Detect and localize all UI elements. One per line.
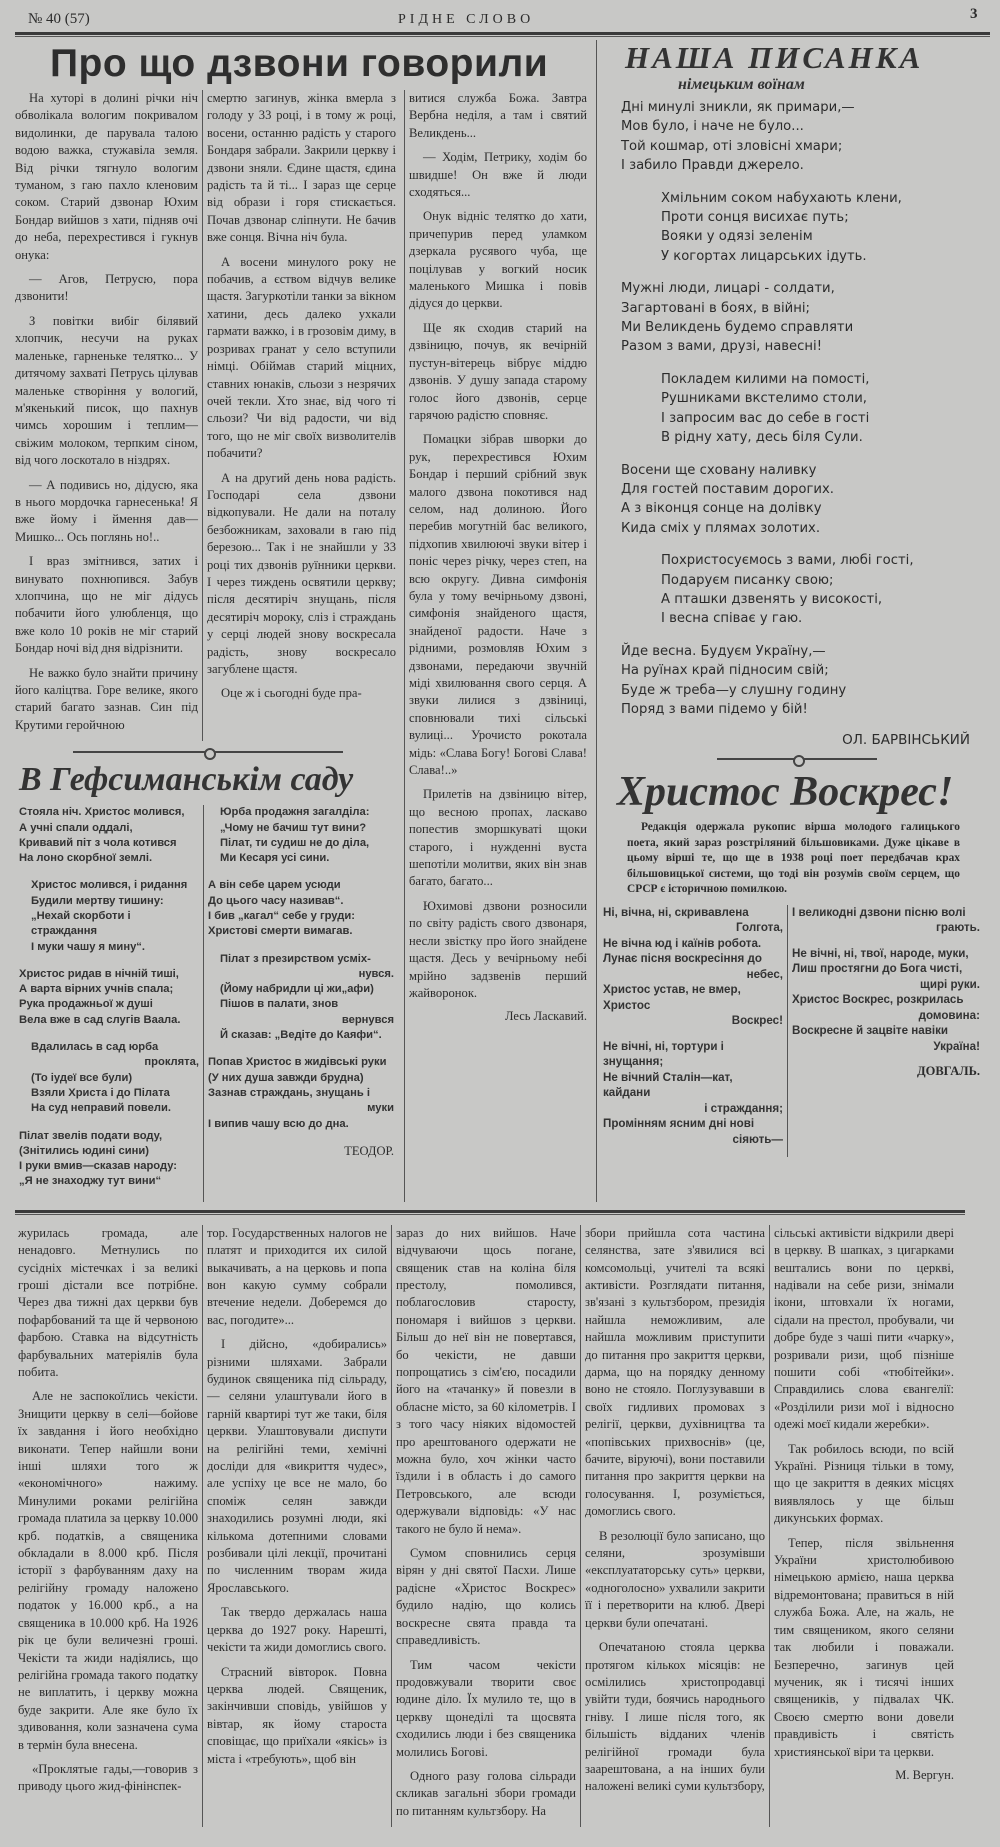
left-subarea <box>15 90 400 1202</box>
poem-line: Лунає пісня воскресіння до <box>603 952 762 966</box>
paragraph: Сумом сповнились серця вірян у дні святої Пасхи. Лише радісне «Христос Воскрес» будило надію, що колись воскресне свята правда та справедливість. <box>396 1546 576 1648</box>
poem-line: На лоно скорбної землі. <box>19 852 153 865</box>
poem-line: У когортах лицарських ідуть. <box>661 248 867 264</box>
column-divider <box>787 905 788 1158</box>
poem-line: „Чому не бачиш тут вини? <box>220 821 367 834</box>
paragraph: — Агов, Петрусю, пора дзвонити! <box>15 272 198 304</box>
stanza <box>19 878 199 954</box>
poem-line-continuation: і страждання; <box>704 1101 783 1115</box>
poem-gefsimania-column-1 <box>15 805 199 1202</box>
paragraph: збори прийшла сота частина селянства, зате з'явилися всі комсомольці, учителі та всякі активісти. Розглядати питання, зв'язані з культзбором, президія найшла неможливим, але найшла можливим приступити до питання про закриття церкви, дарма, що на порядку денному воно не стояло. Поглузувавши в своїх гидливих промовах з релігії, церкви, духівництва та «попівських прихвоснів» (це, бачите, віруючі), вони поставили питання про закриття церкви на голосування. І, розуміється, домоглись свого. <box>585 1225 765 1519</box>
article-column-3 <box>409 90 587 1002</box>
paragraph: Помацки зібрав шворки до рук, перехрестився Юхим Бондар і перший срібний звук малого дзвона покотився над селом, над долиною. Його перебив могутній бас великого, підхопив хвилюючі звуки вітер і поніс через річку, через степ, на всю округу. Дивна симфонія була у тому вечірньому дзвоні, симфонія знайденого щастя, знайденої радости. Наче з рідними, розмовляв Юхим з дзвонами, передаючи звучній міді хвилювання свого серця. А звуки лилися з дзвіниці, сповнювали тихі сільські вулиці... Урочисто рокотала мідь: «Слава Богу! Богові Слава! Слава!..» <box>409 432 587 778</box>
issue-number: № 40 (57) <box>28 11 90 27</box>
stanza <box>792 905 980 936</box>
paragraph: А восени минулого року не побачив, а єством відчув велике щастя. Загуркотіли танки за вікном хатини, десь далеко ухкали гармати важко, і в грозовім диму, в розривах гранат у село вступили німці. Обіймав старий міцних, ставних юнаків, сльози з незрячих очей текли. Хто знає, від чого ті сльози? Чи від радости, чи від того, що не міг своїх визволителів побачити? <box>207 254 396 461</box>
article-column-2 <box>207 90 396 710</box>
poem-line: Йде весна. Будуєм Україну,— <box>621 643 826 659</box>
article2-column-3 <box>396 1225 576 1827</box>
article-title: Про що дзвони говорили <box>50 42 549 85</box>
left-area <box>15 40 590 1202</box>
poem-line: Не вічні, ні, тортури і знущання; <box>603 1039 724 1069</box>
page-number: 3 <box>970 6 978 22</box>
poem-line: Пілат, ти судиш не до діла, <box>220 836 370 849</box>
stanza <box>19 967 199 1028</box>
poem-line: Ні, вічна, ні, скривавлена <box>603 905 749 919</box>
poem-line: І забило Правди джерело. <box>621 158 804 174</box>
paragraph: — Ходім, Петрику, ходім бо швидше! Он вже й люди сходяться... <box>409 150 587 200</box>
stanza <box>792 946 980 1055</box>
poem-line: Промінням ясним дні нові <box>603 1117 755 1131</box>
poem-line: Й сказав: „Ведіте до Каяфи“. <box>220 1029 382 1042</box>
intro-text: Редакція одержала рукопис вірша молодого галицького поета, який зараз розстріляний більшовиками. Дуже цікаве в цьому вірші те, що ще в 1938 році поет передбачав крах більшовицької системи, що тоді він розумів своїм серцем, що СРСР є історичною помилкою. <box>627 821 960 896</box>
poem-line: А пташки дзвенять у високості, <box>661 591 883 607</box>
stanza <box>19 805 199 866</box>
page-divider <box>596 40 597 1202</box>
poem-line: (То іудеї все були) <box>31 1071 133 1084</box>
poem-line: Похристосуємось з вами, любі гості, <box>661 553 914 569</box>
right-area <box>603 40 990 1202</box>
stanza <box>621 279 990 357</box>
poem-line: А з віконця сонце на долівку <box>621 501 822 517</box>
article2-column-5 <box>774 1225 954 1761</box>
poem-line: В рідну хату, десь біля Сули. <box>661 430 863 446</box>
stanza <box>621 642 990 720</box>
poem-line: І запросим вас до себе в гості <box>661 410 870 426</box>
left-columns <box>15 90 590 1202</box>
stanza <box>208 952 394 1044</box>
paragraph: Тим часом чекісти продовжували творити своє юдине діло. Їх мулило те, що в церкву щонеділі та щосвята сходились люди і без священика молились Богові. <box>396 1657 576 1759</box>
poem-line-continuation: сіяють— <box>732 1132 783 1146</box>
stanza <box>621 461 990 539</box>
stanza <box>19 1129 199 1190</box>
poem-line-continuation: проклята, <box>144 1056 199 1069</box>
poem-voskres-column-2-wrap <box>792 905 990 1080</box>
poem-line-continuation: вернувся <box>341 1013 394 1026</box>
poem-line: Пілат звелів подати воду, <box>19 1129 163 1142</box>
page-header <box>15 0 990 40</box>
stanza <box>621 370 990 448</box>
column-divider <box>202 90 203 741</box>
paragraph: — А подивись но, дідусю, яка в нього мордочка гарнесенька! Я вже йому і ймення дав— Мишко... Ось поглянь но!.. <box>15 477 198 544</box>
poem-line: Пілат з презирством усміх- <box>220 952 371 965</box>
poem-line: Подаруєм писанку свою; <box>661 572 834 588</box>
poem-line: Не вічний Сталін—кат, кайдани <box>603 1070 733 1100</box>
stanza <box>208 805 394 866</box>
paragraph: В резолюції було записано, що селяни, зрозумівши «експлуататорську суть» церкви, «одноголосно» ухвалили закрити її і перетворити на клюб. Двері церкви були опечатані. <box>585 1528 765 1630</box>
section-rule <box>15 1210 965 1215</box>
poem-line: Вояки у одязі зеленім <box>661 229 813 245</box>
article2-column-4 <box>585 1225 765 1803</box>
poem-line-continuation: нувся. <box>358 967 394 980</box>
poem-line: Попав Христос в жидівські руки <box>208 1056 387 1069</box>
poem-line-continuation: Воскрес! <box>731 1014 783 1028</box>
stanza <box>621 98 990 176</box>
paragraph: Страсний вівторок. Повна церква людей. Священик, закінчивши сповідь, увійшов у вівтар, як йому староста сповіщає, що приїхали «якісь» із міста і «требують», щоб він <box>207 1664 387 1766</box>
stanza <box>19 1040 199 1116</box>
poem-line: Христові смерти вимагав. <box>208 925 353 938</box>
poem-line: Буде ж треба—у слушну годину <box>621 682 847 698</box>
column-divider <box>391 1225 392 1827</box>
paragraph: витися служба Божа. Завтра Вербна неділя, а там і святий Великдень... <box>409 91 587 140</box>
poem-line: Будили мертву тишину: <box>31 894 164 907</box>
paragraph: Не важко було знайти причину його каліцтва. Горе велике, якого старий багато зазнав. Син під Крутими геройчною <box>15 665 198 732</box>
poem-line: Стояла ніч. Христос молився, <box>19 806 185 819</box>
paragraph: На хуторі в долині річки ніч обволікала вологим покривалом видолинки, де парувала талою водою важка, стужавіла земля. Від річки тягнуло вологим туманом, з гаю пахло кленовим соком. Старий дзвонар Юхим Бондар вийшов з хати, підняв очі до неба, перехрестився і гукнув онука: <box>15 91 198 262</box>
poem-line: На суд неправий повели. <box>31 1102 171 1115</box>
paragraph: І дійсно, «добирались» різними шляхами. Забрали будинок священика під сільраду,— селяни улаштували його в гарній квартирі тут же таки, біля церкви. Улаштовували диспути на релігійні теми, хемічні досліди для «викриття чудес», але успіху це все не мало, бо споміж селян завжди знаходились розумні люди, які кількома дотепними словами розбивали цілі лекції, прочитані по численним творам жида Ярославського. <box>207 1337 387 1595</box>
poem-line: І весна співає у гаю. <box>661 611 803 627</box>
poem-line: Кида сміх у плямах золотих. <box>621 520 821 536</box>
poem-title: В Гефсиманськім саду <box>19 761 354 799</box>
paragraph: сільські активісти відкрили двері в церкву. В шапках, з цигарками вештались вони по церкві, надівали на себе ризи, знімали ікони, штовхали їх ногами, сідали на престол, пробували, чи добре буде з чаші пити «чарку», розривали ризи, щоб пізніше пошити собі «тюбітейки». Справдились слова євангелії: «Розділили ризи мої і відносно одежі моєї кидали жеребки». <box>774 1225 954 1432</box>
paragraph: тор. Государственных налогов не платят и приходится их силой выкачивать, а на церковь и попа вон какую сумму собрали втечение недели. Доберемся до вас, погодите»... <box>207 1225 387 1327</box>
paragraph: зараз до них вийшов. Наче відчуваючи щось погане, священик став на коліна біля престолу, помолився, поблагословив старосту, пономаря і вийшов з церкви. Більш до неї він не повертався, бо чекісти, не давши попрощатись з сім'єю, посадили його на «тачанку» й повезли в обласне місто, за 60 кілометрів. І з того часу ніяких відомостей про арештованого одержати не можна було, хоч жінки часто їздили і в область і до самого Петровського, але всюди одержували відповідь: «У нас такого не було й нема». <box>396 1225 576 1536</box>
poem-voskres-column-2 <box>792 905 980 1055</box>
newspaper-name: РІДНЕ СЛОВО <box>398 12 535 27</box>
stanza <box>208 878 394 939</box>
paragraph: А на другий день нова радість. Господарі села дзвони відкопували. Не дали на поталу безбожникам, заховали в гаю під березою... Так і не знайшли у 33 році тих дзвонів руїнники церкви. І через тиждень освятили церкву; після десятиріч знущань, після десятиріч мороку, сліз і страждань у серці людей знову воскресала радість, знову воскресало загублене щастя. <box>207 470 396 676</box>
poem-line: Христос ридав в нічній тиші, <box>19 967 179 980</box>
stanza <box>621 551 990 629</box>
poem-line: Рука продажньої ж душі <box>19 998 153 1011</box>
poem-line: Мов було, і наче не було... <box>621 119 804 135</box>
poem-line: А учні спали оддалі, <box>19 821 133 834</box>
poem-gefsimania-column-2 <box>208 805 394 1132</box>
paragraph: Тепер, після звільнення України христолюбивою німецькою армією, наша церква відремонтована; правиться в ній служба Божа. Але, на жаль, не тим священиком, якого селяни так любили і поважали. Безперечно, загинув цей мученик, як і тисячі інших священиків, у підвалах ЧК. Своєю смертю вони довели правдивість і святість християнської віри та церкви. <box>774 1535 954 1759</box>
poem-line: Зазнав страждань, знущань і <box>208 1086 370 1099</box>
paragraph: Прилетів на дзвіницю вітер, що весною пропах, ласкаво попестив зморшкуваті щоки старого, і нужденні вуста шепотіли молитви, яких він знав багато, багато... <box>409 787 587 889</box>
paragraph: Так твердо держалась наша церква до 1927 року. Нарешті, чекісти та жиди домоглись свого. <box>207 1605 387 1655</box>
ornament-divider <box>717 758 877 760</box>
poem-line: Мужні люди, лицарі - солдати, <box>621 281 835 297</box>
poem-line: Христос молився, і ридання <box>31 879 188 892</box>
poem-line: А варта вірних учнів спала; <box>19 983 174 996</box>
poem-title: Христос Воскрес! <box>617 769 954 816</box>
column-divider <box>580 1225 581 1827</box>
poem-line: Поряд з вами підемо у бій! <box>621 701 808 717</box>
poem-author: ОЛ. БАРВІНСЬКИЙ <box>842 732 970 749</box>
poem-line-continuation: грають. <box>936 921 980 935</box>
poem-line: „Я не знаходжу тут вини“ <box>19 1175 162 1188</box>
article2-column-1 <box>18 1225 198 1803</box>
paragraph: З повітки вибіг білявий хлопчик, несучи на руках маленьке, гарненьке телятко... У дитячому захваті Петрусь цілував маленьке створіння у вологий, м'якенький писок, що пахнув чимсь хорошим і теплим—свіжим молоком, терпким сіном, від чого лоскотало в ніздрях. <box>15 313 198 468</box>
paragraph: Онук відніс телятко до хати, причепурив перед уламком дзеркала русявого чуба, ще поцілував у вогкий носик маленького Мишка і повів дідуся до церкви. <box>409 209 587 311</box>
poem-line: До цього часу називав“. <box>208 894 344 907</box>
paragraph: Але не заспокоїлись чекісти. Знищити церкву в селі—бойове їх завдання і його необхідно виконати. Тепер найшли вони інші шляхи того ж «економічного» нажиму. Минулими роками релігійна громада платила за церкву 10.000 крб. податків, а священика обкладали в 8.000 крб. Після історії з фарбуванням даху на релігійну громаду наложено податок у 16.000 крб., а на священика в 10.000 крб. На 1926 рік це були величезні гроші. Чекісти та жиди надіялись, що релігійна громада такого податку не виплатить, і церкву можна буде закрити. Але яке було їх здивовання, коли зазначена сума в термін була внесена. <box>18 1389 198 1752</box>
article-author: М. Вергун. <box>895 1767 954 1782</box>
poem-line: Воскресне й зацвіте навіки <box>792 1024 949 1038</box>
paragraph: І враз змітнився, затих і винувато похнюпився. Забув хлопчина, що не міг дідусь побачити його улюбленця, що вже коло 10 років не міг старий Бондар ночі від дня відрізнити. <box>15 554 198 656</box>
poem-intro <box>627 820 960 898</box>
article-author: Лесь Ласкавий. <box>504 1009 587 1024</box>
ornament-divider <box>73 751 343 753</box>
poem-author: ДОВГАЛЬ. <box>917 1064 980 1079</box>
poem-line: Юрба продажня загалділа: <box>220 806 370 819</box>
poem-line: Для гостей поставим дорогих. <box>621 481 834 497</box>
paragraph: Опечатаною стояла церква протягом кількох місяців: не осмілились христопродавці увійти туди, боячись народнього гніву. І лише після того, як більшість відданих членів релігійної громади була заарештована, а на інших були наложені великі суми культзбору, <box>585 1640 765 1794</box>
poem-line: Лиш простягни до Бога чисті, <box>792 962 963 976</box>
poem-line: Христос устав, не вмер, Христос <box>603 983 741 1012</box>
poem-line-continuation: муки <box>367 1102 394 1115</box>
poem-line: Не вічна юд і каїнів робота. <box>603 936 762 950</box>
article-column-3-wrap <box>409 90 587 1024</box>
column-divider <box>202 1225 203 1827</box>
poem-gefsimania <box>15 805 400 1202</box>
poem-line: (У них душа завжди брудна) <box>208 1071 364 1084</box>
poem-line: „Нехай скорботи і страждання <box>31 910 131 938</box>
poem-voskres-column-1 <box>603 905 783 1158</box>
column-divider <box>404 90 405 1202</box>
stanza <box>621 189 990 267</box>
poem-author: ТЕОДОР. <box>344 1143 394 1158</box>
poem-line: Дні минулі зникли, як примари,— <box>621 100 855 115</box>
poem-line-continuation: щирі руки. <box>920 977 980 991</box>
poem-line: І руки вмив—сказав народу: <box>19 1160 177 1173</box>
poem-line: А він себе царем усюди <box>208 879 341 892</box>
poem-pysanka <box>603 98 990 719</box>
stanza <box>208 1055 394 1131</box>
poem-line: Ми Кесаря усі сини. <box>220 852 330 865</box>
poem-line: І муки чашу я мину“. <box>31 940 145 953</box>
poem-line: Проти сонця висихає путь; <box>661 210 849 226</box>
poem-line: (Знітились юдині сини) <box>19 1144 149 1157</box>
paragraph: «Проклятые гады,—говорив з приводу цього жид-фінінспек- <box>18 1761 198 1794</box>
poem-line: Кривавий піт з чола котився <box>19 836 177 849</box>
article-columns-1-2 <box>15 90 400 741</box>
top-section <box>15 40 990 1202</box>
article2-column-5-wrap <box>774 1225 954 1783</box>
poem-line: На руїнах край підносим свій; <box>621 663 829 679</box>
poem-line-continuation: Голгота, <box>736 921 783 935</box>
stanza <box>603 905 783 1029</box>
paragraph: Ще як сходив старий на дзвіницю, почув, як вечірній пустун-вітерець вібрує міддю дзвонів. У душу запада старому голос його дзвонів, серце гарячою радістю сповняє. <box>409 320 587 422</box>
poem-voskres <box>603 905 990 1158</box>
article-column-1 <box>15 90 198 741</box>
poem-line: Вдалилась в сад юрба <box>31 1041 159 1054</box>
poem-line: Рушниками вкстелимо столи, <box>661 391 867 407</box>
poem-line: Покладем килими на помості, <box>661 371 870 387</box>
paragraph: Оце ж і сьогодні буде пра- <box>221 686 362 701</box>
paragraph: Одного разу голова сільради скликав загальні збори громади по питанням культзбору. На <box>396 1768 576 1818</box>
poem-line-continuation: небес, <box>746 967 783 981</box>
paragraph: смертю загинув, жінка вмерла з голоду у 33 році, і в тому ж році, восени, останню радість у старого Бондаря забрали. Закрили церкву і дзвони зняли. Єдине щастя, єдина радість та й ті... І зараз ще серце від образи і горя стискається. Почав дзвонар сліпнути. Не бачив вже сонця. Вічна ніч була. <box>207 91 396 245</box>
poem-line: Вела вже в сад слугів Ваала. <box>19 1013 181 1026</box>
poem-line: Загартовані в боях, в війні; <box>621 300 810 316</box>
paragraph: журилась громада, але ненадовго. Метнулись по сусідніх містечках і за великі гроші дістали все потрібне. Через два тижні дах церкви був пофарбований та ще й червоною фарбою. Ставка на відсутність фарбувальних матеріялів була побита. <box>18 1225 198 1379</box>
column-divider <box>203 805 204 1202</box>
poem-line: Ми Великдень будемо справляти <box>621 320 854 336</box>
poem-line: Восени ще сховану наливку <box>621 462 817 478</box>
poem-line: Не вічні, ні, твої, народе, муки, <box>792 946 969 960</box>
poem-line: Пішов в палати, знов <box>220 998 339 1011</box>
poem-title: НАША ПИСАНКА <box>625 40 924 75</box>
poem-line: Взяли Христа і до Пілата <box>31 1086 170 1099</box>
poem-subtitle: німецьким воїнам <box>678 76 805 93</box>
poem-line: Той кошмар, оті зловісні хмари; <box>621 138 843 154</box>
poem-line: Христос Воскрес, розкрилась <box>792 993 964 1007</box>
poem-line: І бив „кагал“ себе у груди: <box>208 910 355 922</box>
poem-line: Хмільним соком набухають клени, <box>661 190 902 206</box>
poem-gefsimania-column-2-wrap <box>208 805 394 1159</box>
header-rule <box>15 32 990 37</box>
article2-column-2 <box>207 1225 387 1775</box>
poem-line: Разом з вами, друзі, навесні! <box>621 339 822 355</box>
poem-line: І великодні дзвони пісню волі <box>792 905 966 919</box>
paragraph: Юхимові дзвони розносили по світу радість свого дзвонаря, несли звістку про його знайдене щастя. Десь у вечірньому небі мрійно задзвенів перший жайворонок. <box>409 898 587 1000</box>
stanza <box>603 1039 783 1148</box>
column-divider <box>769 1225 770 1827</box>
article2 <box>18 1225 965 1827</box>
paragraph: Так робилось всюди, по всій Україні. Різниця тільки в тому, що це закриття в деяких місцях виявлялось у ще більш дикунських формах. <box>774 1441 954 1526</box>
poem-line: І випив чашу всю до дна. <box>208 1117 349 1130</box>
poem-line-continuation: домовина: <box>918 1008 980 1022</box>
poem-line-continuation: Україна! <box>933 1039 980 1053</box>
poem-line: (Йому набридли ці жи„афи) <box>220 983 374 996</box>
